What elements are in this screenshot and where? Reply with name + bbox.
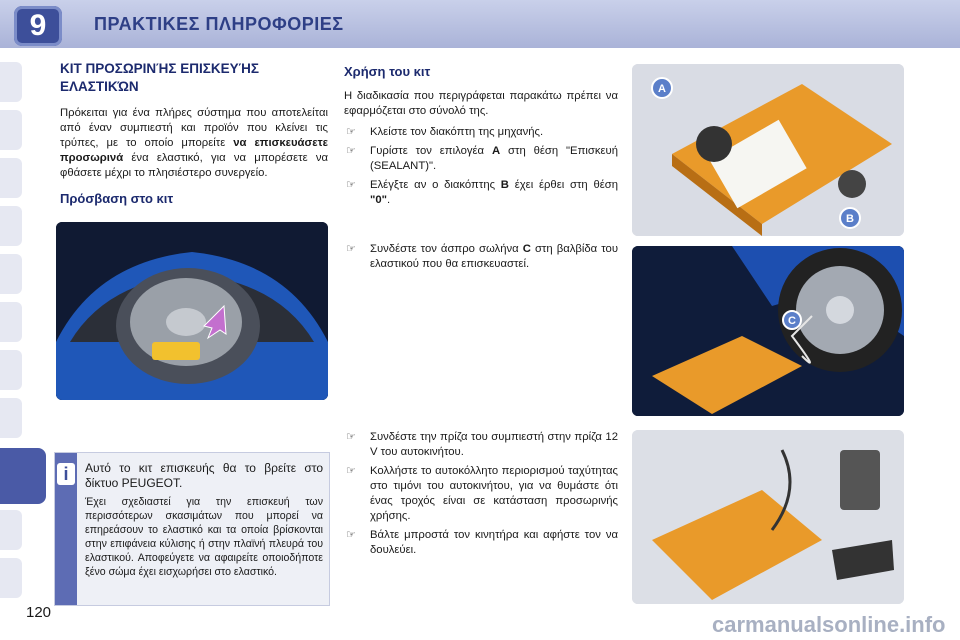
access-kit-heading: Πρόσβαση στο κιτ	[60, 191, 174, 206]
intro-bold-text: να επισκευάσετε προσωρινά	[60, 137, 328, 164]
label-c: C	[788, 315, 796, 327]
side-tab[interactable]	[0, 158, 22, 198]
step-text-bold-2: "0"	[370, 194, 387, 206]
info-box	[54, 452, 330, 606]
step-text: Συνδέστε τον άσπρο σωλήνα	[370, 243, 519, 255]
step-text-bold: A	[491, 145, 501, 157]
step-text-bold: C	[522, 243, 531, 255]
info-icon: i	[57, 463, 75, 485]
pointing-hand-icon: ☞	[346, 243, 356, 255]
pointing-hand-icon: ☞	[346, 126, 356, 138]
right-column-mid	[344, 242, 618, 276]
power-socket-photo	[632, 430, 904, 604]
step-text-end: .	[387, 194, 391, 206]
step-text-end: στη βαλβίδα του ελαστικού που θα επισκευαστεί.	[370, 243, 619, 270]
pointing-hand-icon: ☞	[346, 431, 356, 443]
side-tab[interactable]	[0, 206, 22, 246]
pointing-hand-icon: ☞	[346, 465, 356, 477]
step-text: Κλείστε τον διακόπτη της μηχανής.	[370, 126, 544, 138]
chapter-title: ΠΡΑΚΤΙΚΕΣ ΠΛΗΡΟΦΟΡΙΕΣ	[94, 14, 344, 34]
intro-text: Πρόκειται για ένα πλήρες σύστημα που αποτελείται από έναν συμπιεστή και προϊόν που κλείνει τις τρύπες, με το οποίο μπορείτε	[60, 107, 328, 149]
side-tab[interactable]	[0, 62, 22, 102]
chapter-number-badge: 9	[14, 6, 62, 46]
step-item	[344, 464, 618, 524]
side-tab-active[interactable]	[0, 448, 46, 504]
info-line-1: Αυτό το κιτ επισκευής θα το βρείτε στο δίκτυο PEUGEOT.	[85, 461, 323, 490]
step-text-mid: έχει έρθει στη θέση	[514, 179, 619, 191]
trunk-photo	[56, 222, 328, 400]
step-item	[344, 178, 618, 208]
step-text: Κολλήστε το αυτοκόλλητο περιορισμού ταχύτητας στο τιμόνι του αυτοκινήτου, για να θυμάστε ότι ένας τροχός είναι σε κατάσταση προσωρινής χρήσης.	[370, 465, 618, 522]
chapter-side-tabs	[0, 48, 26, 628]
step-item	[344, 528, 618, 558]
step-item	[344, 144, 618, 174]
step-item	[344, 242, 618, 272]
chapter-header	[0, 0, 960, 48]
pointing-hand-icon: ☞	[346, 145, 356, 157]
page-number: 120	[26, 604, 52, 621]
side-tab[interactable]	[0, 254, 22, 294]
step-item	[344, 430, 618, 460]
side-tab[interactable]	[0, 110, 22, 150]
compressor-selector-photo	[632, 64, 904, 236]
step-text: Βάλτε μπροστά τον κινητήρα και αφήστε τον να δουλεύει.	[370, 529, 618, 556]
info-line-2: Έχει σχεδιαστεί για την επισκευή των περισσότερων σκασιμάτων που μπορεί να επηρεάσουν το ελαστικό και τα οποία βρίσκονται στην επιφάνεια κύλισης ή στην πλαϊνή πλευρά του ελαστικού. Αποφεύγετε να αφαιρείτε οποιοδήποτε ξένο σώμα έχει εισχωρήσει στο ελαστικό.	[85, 496, 323, 578]
watermark: carmanualsonline.info	[712, 612, 946, 637]
side-tab[interactable]	[0, 510, 22, 550]
step-text: Ελέγξτε αν ο διακόπτης	[370, 179, 496, 191]
label-b: B	[846, 213, 854, 225]
intro-paragraph	[60, 106, 328, 181]
step-text: Γυρίστε τον επιλογέα	[370, 145, 485, 157]
right-column-top	[344, 64, 618, 212]
pointing-hand-icon: ☞	[346, 529, 356, 541]
label-a: A	[658, 83, 666, 95]
use-kit-heading: Χρήση του κιτ	[344, 64, 431, 79]
info-text	[85, 461, 323, 579]
step-text: Συνδέστε την πρίζα του συμπιεστή στην πρίζα 12 V του αυτοκινήτου.	[370, 431, 618, 458]
side-tab[interactable]	[0, 302, 22, 342]
right-column-bottom	[344, 430, 618, 562]
pointing-hand-icon: ☞	[346, 179, 356, 191]
tyre-connection-photo	[632, 246, 904, 416]
use-intro: Η διαδικασία που περιγράφεται παρακάτω πρέπει να εφαρμόζεται στο σύνολό της.	[344, 90, 618, 117]
step-item	[344, 125, 618, 140]
left-column	[60, 60, 328, 206]
intro-text-end: ένα ελαστικό, για να μπορέσετε να φθάσετε μέχρι το πλησιέστερο συνεργείο.	[60, 152, 329, 179]
side-tab[interactable]	[0, 558, 22, 598]
step-text-bold: B	[500, 179, 509, 191]
side-tab[interactable]	[0, 398, 22, 438]
side-tab[interactable]	[0, 350, 22, 390]
step-text-end: στη θέση "Επισκευή (SEALANT)".	[370, 145, 619, 172]
info-stripe	[55, 453, 77, 605]
section-title: ΚΙΤ ΠΡΟΣΩΡΙΝΉΣ ΕΠΙΣΚΕΥΉΣ ΕΛΑΣΤΙΚΏΝ	[60, 61, 259, 94]
